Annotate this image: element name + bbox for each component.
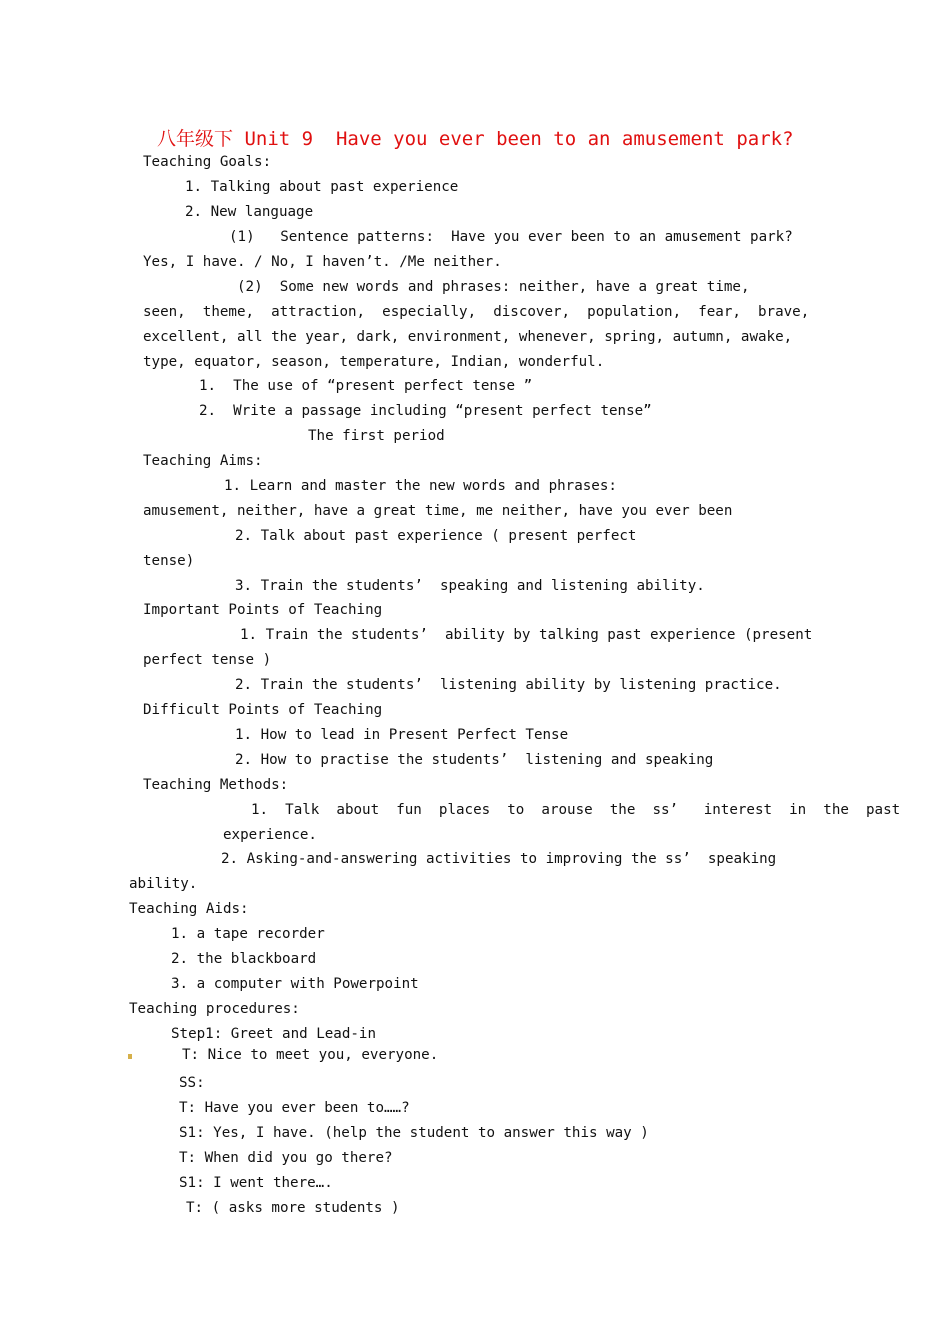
- text-line-goal-3: 1. The use of “present perfect tense ”: [199, 378, 533, 394]
- text-line-important-heading: Important Points of Teaching: [143, 602, 383, 618]
- text-line-aims-heading: Teaching Aims:: [143, 453, 263, 469]
- text-line-aid-1: 1. a tape recorder: [171, 926, 325, 942]
- text-line-step1: Step1: Greet and Lead-in: [171, 1026, 376, 1042]
- text-line-aim-2a: 2. Talk about past experience ( present perfect: [235, 528, 637, 544]
- text-line-lang-1a: (1) Sentence patterns: Have you ever been to an amusement park?: [229, 229, 793, 245]
- text-line-method-2b: ability.: [129, 876, 198, 892]
- text-line-aim-3: 3. Train the students’ speaking and listening ability.: [235, 578, 705, 594]
- text-line-procedures-heading: Teaching procedures:: [129, 1001, 300, 1017]
- text-line-aim-1a: 1. Learn and master the new words and phrases:: [224, 478, 617, 494]
- text-line-aim-2b: tense): [143, 553, 195, 569]
- text-line-dialog-2: SS:: [179, 1075, 205, 1091]
- text-line-lang-2a: (2) Some new words and phrases: neither, have a great time,: [237, 279, 750, 295]
- text-line-method-1a: 1. Talk about fun places to arouse the ss’ interest in the past: [251, 802, 901, 818]
- text-line-dialog-1: T: Nice to meet you, everyone.: [182, 1047, 439, 1063]
- text-line-first-period: The first period: [308, 428, 445, 444]
- text-line-goal-2: 2. New language: [185, 204, 314, 220]
- text-line-diff-2: 2. How to practise the students’ listening and speaking: [235, 752, 714, 768]
- text-line-methods-heading: Teaching Methods:: [143, 777, 289, 793]
- text-line-method-2a: 2. Asking-and-answering activities to improving the ss’ speaking: [221, 851, 777, 867]
- text-line-lang-2c: excellent, all the year, dark, environment, whenever, spring, autumn, awake,: [143, 329, 793, 345]
- margin-mark: [128, 1054, 132, 1059]
- text-line-method-1b: experience.: [223, 827, 317, 843]
- text-line-difficult-heading: Difficult Points of Teaching: [143, 702, 383, 718]
- text-line-imp-1a: 1. Train the students’ ability by talking past experience (present: [240, 627, 813, 643]
- text-line-dialog-5: T: When did you go there?: [179, 1150, 393, 1166]
- text-line-dialog-6: S1: I went there….: [179, 1175, 333, 1191]
- text-line-aim-1b: amusement, neither, have a great time, me neither, have you ever been: [143, 503, 733, 519]
- text-line-goal-4: 2. Write a passage including “present perfect tense”: [199, 403, 652, 419]
- text-line-aid-3: 3. a computer with Powerpoint: [171, 976, 419, 992]
- text-line-dialog-7: T: ( asks more students ): [186, 1200, 400, 1216]
- text-line-dialog-3: T: Have you ever been to……?: [179, 1100, 410, 1116]
- document-title: 八年级下 Unit 9 Have you ever been to an amusement park?: [157, 128, 794, 150]
- text-line-lang-2b: seen, theme, attraction, especially, discover, population, fear, brave,: [143, 304, 810, 320]
- text-line-dialog-4: S1: Yes, I have. (help the student to answer this way ): [179, 1125, 649, 1141]
- text-line-goals-heading: Teaching Goals:: [143, 154, 272, 170]
- text-line-diff-1: 1. How to lead in Present Perfect Tense: [235, 727, 569, 743]
- text-line-imp-2: 2. Train the students’ listening ability by listening practice.: [235, 677, 782, 693]
- text-line-lang-1b: Yes, I have. / No, I haven’t. /Me neither.: [143, 254, 502, 270]
- text-line-lang-2d: type, equator, season, temperature, Indian, wonderful.: [143, 354, 605, 370]
- text-line-imp-1b: perfect tense ): [143, 652, 272, 668]
- text-line-aid-2: 2. the blackboard: [171, 951, 317, 967]
- text-line-aids-heading: Teaching Aids:: [129, 901, 249, 917]
- text-line-goal-1: 1. Talking about past experience: [185, 179, 459, 195]
